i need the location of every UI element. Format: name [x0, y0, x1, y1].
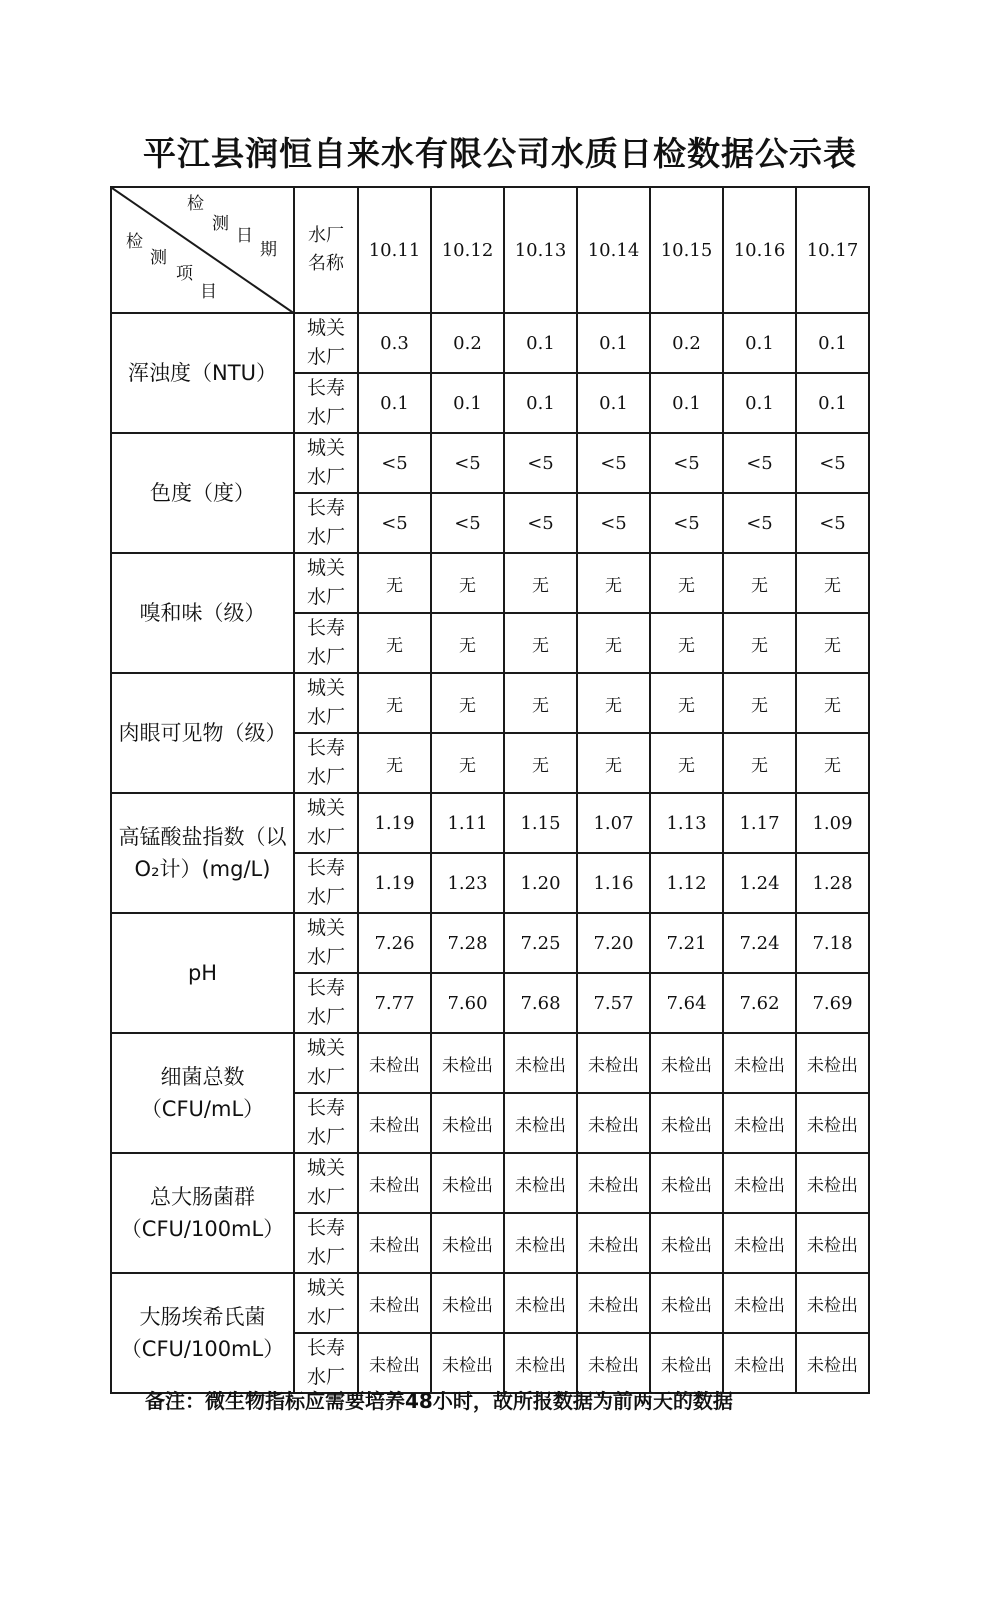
value-cell: 无	[650, 733, 723, 793]
value-cell: 0.1	[723, 313, 796, 373]
plant-name-line: 城关	[306, 437, 345, 459]
plant-name-line: 水厂	[306, 1366, 345, 1388]
corner-item-char: 目	[200, 282, 217, 302]
value-cell: 无	[577, 733, 650, 793]
value-cell: 未检出	[431, 1213, 504, 1273]
value-cell: 无	[504, 553, 577, 613]
value-cell: 未检出	[358, 1213, 431, 1273]
date-header: 10.13	[504, 187, 577, 313]
plant-name-cell	[294, 1213, 358, 1273]
value-cell: <5	[650, 493, 723, 553]
value-cell: 无	[723, 733, 796, 793]
test-item-cell	[111, 433, 294, 553]
value-cell: 未检出	[504, 1333, 577, 1393]
value-cell: 未检出	[431, 1333, 504, 1393]
value-cell: 0.1	[431, 373, 504, 433]
plant-name-line: 城关	[306, 917, 345, 939]
value-cell: 未检出	[504, 1153, 577, 1213]
plant-name-line: 水厂	[306, 1306, 345, 1328]
value-cell: <5	[796, 433, 869, 493]
test-item-name: （CFU/100mL）	[120, 1337, 285, 1361]
plant-name-cell	[294, 613, 358, 673]
value-cell: 未检出	[796, 1273, 869, 1333]
value-cell: <5	[577, 493, 650, 553]
plant-name-line: 长寿	[306, 1097, 345, 1119]
value-cell: 7.18	[796, 913, 869, 973]
plant-name-cell	[294, 1333, 358, 1393]
value-cell: 未检出	[577, 1213, 650, 1273]
value-cell: 未检出	[796, 1333, 869, 1393]
value-cell: 1.12	[650, 853, 723, 913]
plant-name-line: 长寿	[306, 1217, 345, 1239]
value-cell: 0.2	[431, 313, 504, 373]
test-item-name: （CFU/mL）	[140, 1097, 265, 1121]
plant-name-cell	[294, 313, 358, 373]
value-cell: 无	[358, 613, 431, 673]
value-cell: 无	[723, 673, 796, 733]
plant-name-line: 长寿	[306, 1337, 345, 1359]
value-cell: 未检出	[723, 1153, 796, 1213]
value-cell: 无	[358, 673, 431, 733]
value-cell: 1.15	[504, 793, 577, 853]
test-item-name: 浑浊度（NTU）	[128, 361, 277, 385]
value-cell: 未检出	[723, 1033, 796, 1093]
table-row	[111, 1033, 869, 1093]
value-cell: 未检出	[358, 1333, 431, 1393]
value-cell: 1.17	[723, 793, 796, 853]
table-row	[111, 1153, 869, 1213]
plant-name-cell	[294, 553, 358, 613]
test-item-cell	[111, 1273, 294, 1393]
plant-name-cell	[294, 673, 358, 733]
value-cell: 0.1	[504, 313, 577, 373]
value-cell: 7.28	[431, 913, 504, 973]
plant-name-line: 水厂	[306, 826, 345, 848]
value-cell: 0.1	[796, 313, 869, 373]
corner-date-char: 期	[260, 240, 277, 260]
plant-name-line: 水厂	[306, 346, 345, 368]
value-cell: 1.23	[431, 853, 504, 913]
value-cell: 1.19	[358, 793, 431, 853]
value-cell: 无	[504, 673, 577, 733]
plant-name-cell	[294, 733, 358, 793]
value-cell: 1.09	[796, 793, 869, 853]
value-cell: 7.62	[723, 973, 796, 1033]
plant-name-line: 水厂	[306, 706, 345, 728]
value-cell: 未检出	[723, 1213, 796, 1273]
value-cell: 未检出	[796, 1093, 869, 1153]
value-cell: 未检出	[796, 1153, 869, 1213]
plant-header-line: 水厂	[308, 225, 344, 246]
plant-name-cell	[294, 1273, 358, 1333]
value-cell: <5	[650, 433, 723, 493]
value-cell: 未检出	[431, 1093, 504, 1153]
test-item-name: 色度（度）	[150, 481, 255, 505]
value-cell: 7.20	[577, 913, 650, 973]
test-item-name: 细菌总数	[160, 1065, 245, 1089]
test-item-name: 高锰酸盐指数（以	[118, 825, 287, 849]
plant-name-line: 水厂	[306, 586, 345, 608]
value-cell: 7.25	[504, 913, 577, 973]
corner-date-char: 检	[187, 194, 204, 214]
value-cell: 0.1	[650, 373, 723, 433]
plant-name-cell	[294, 433, 358, 493]
value-cell: 未检出	[504, 1093, 577, 1153]
value-cell: <5	[431, 433, 504, 493]
value-cell: 未检出	[796, 1033, 869, 1093]
date-header: 10.14	[577, 187, 650, 313]
table-row	[111, 793, 869, 853]
plant-name-cell	[294, 373, 358, 433]
plant-name-cell	[294, 973, 358, 1033]
plant-name-line: 城关	[306, 1157, 345, 1179]
value-cell: 7.64	[650, 973, 723, 1033]
corner-date-char: 测	[212, 214, 229, 234]
corner-item-char: 检	[126, 232, 143, 252]
plant-name-line: 城关	[306, 797, 345, 819]
plant-name-line: 水厂	[306, 886, 345, 908]
date-header: 10.15	[650, 187, 723, 313]
value-cell: 0.1	[358, 373, 431, 433]
value-cell: 7.57	[577, 973, 650, 1033]
plant-name-cell	[294, 853, 358, 913]
table-row	[111, 1273, 869, 1333]
header-row	[111, 187, 869, 313]
value-cell: 无	[796, 733, 869, 793]
value-cell: 未检出	[796, 1213, 869, 1273]
test-item-cell	[111, 1033, 294, 1153]
date-header: 10.11	[358, 187, 431, 313]
plant-name-line: 城关	[306, 677, 345, 699]
value-cell: 1.11	[431, 793, 504, 853]
plant-name-cell	[294, 793, 358, 853]
value-cell: 0.1	[577, 373, 650, 433]
plant-name-line: 水厂	[306, 1186, 345, 1208]
plant-name-cell	[294, 1093, 358, 1153]
value-cell: 0.1	[796, 373, 869, 433]
value-cell: 1.07	[577, 793, 650, 853]
test-item-name: （CFU/100mL）	[120, 1217, 285, 1241]
value-cell: 未检出	[358, 1273, 431, 1333]
test-item-cell	[111, 313, 294, 433]
test-item-name: 嗅和味（级）	[139, 601, 266, 625]
value-cell: 无	[504, 733, 577, 793]
test-item-cell	[111, 793, 294, 913]
table-row	[111, 673, 869, 733]
value-cell: <5	[723, 493, 796, 553]
value-cell: 无	[431, 733, 504, 793]
value-cell: 未检出	[577, 1093, 650, 1153]
table-row	[111, 913, 869, 973]
plant-name-line: 长寿	[306, 377, 345, 399]
plant-name-cell	[294, 493, 358, 553]
plant-name-cell	[294, 1033, 358, 1093]
plant-name-line: 城关	[306, 1037, 345, 1059]
test-item-cell	[111, 1153, 294, 1273]
plant-name-line: 长寿	[306, 977, 345, 999]
value-cell: 7.77	[358, 973, 431, 1033]
test-item-name: pH	[187, 961, 218, 985]
value-cell: <5	[723, 433, 796, 493]
value-cell: 1.24	[723, 853, 796, 913]
value-cell: 无	[650, 673, 723, 733]
plant-name-line: 水厂	[306, 1126, 345, 1148]
plant-header-line: 名称	[308, 253, 344, 274]
plant-name-line: 水厂	[306, 646, 345, 668]
value-cell: 未检出	[650, 1213, 723, 1273]
value-cell: 7.68	[504, 973, 577, 1033]
value-cell: 0.3	[358, 313, 431, 373]
value-cell: <5	[358, 493, 431, 553]
test-item-name: 大肠埃希氏菌	[139, 1305, 266, 1329]
value-cell: 无	[358, 553, 431, 613]
value-cell: 未检出	[358, 1033, 431, 1093]
value-cell: 未检出	[358, 1153, 431, 1213]
value-cell: 无	[577, 613, 650, 673]
water-quality-table	[110, 186, 870, 1394]
value-cell: 未检出	[650, 1273, 723, 1333]
date-header: 10.16	[723, 187, 796, 313]
plant-name-line: 水厂	[306, 406, 345, 428]
value-cell: 1.13	[650, 793, 723, 853]
value-cell: 无	[358, 733, 431, 793]
value-cell: 未检出	[504, 1033, 577, 1093]
plant-name-line: 水厂	[306, 466, 345, 488]
value-cell: <5	[431, 493, 504, 553]
value-cell: 7.21	[650, 913, 723, 973]
value-cell: 7.60	[431, 973, 504, 1033]
page-title: 平江县润恒自来水有限公司水质日检数据公示表	[143, 134, 857, 173]
plant-name-line: 水厂	[306, 526, 345, 548]
value-cell: 无	[431, 613, 504, 673]
value-cell: 0.1	[577, 313, 650, 373]
plant-name-line: 城关	[306, 557, 345, 579]
corner-header-cell	[111, 187, 294, 313]
value-cell: 7.26	[358, 913, 431, 973]
test-item-cell	[111, 913, 294, 1033]
value-cell: 1.20	[504, 853, 577, 913]
value-cell: 未检出	[723, 1333, 796, 1393]
value-cell: 未检出	[650, 1033, 723, 1093]
plant-name-line: 水厂	[306, 946, 345, 968]
footnote: 备注：微生物指标应需要培养48小时，故所报数据为前两天的数据	[145, 1389, 733, 1413]
table-row	[111, 313, 869, 373]
value-cell: <5	[504, 433, 577, 493]
test-item-name: O₂计）(mg/L)	[134, 857, 271, 881]
test-item-name: 总大肠菌群	[150, 1185, 255, 1209]
table-row	[111, 433, 869, 493]
value-cell: 7.24	[723, 913, 796, 973]
table-row	[111, 553, 869, 613]
plant-name-header	[294, 187, 358, 313]
value-cell: 未检出	[723, 1093, 796, 1153]
value-cell: 无	[723, 553, 796, 613]
value-cell: 未检出	[431, 1273, 504, 1333]
value-cell: 无	[796, 673, 869, 733]
value-cell: 无	[650, 613, 723, 673]
plant-name-line: 水厂	[306, 1066, 345, 1088]
corner-item-char: 项	[176, 264, 193, 284]
value-cell: 未检出	[431, 1033, 504, 1093]
value-cell: 无	[650, 553, 723, 613]
value-cell: 无	[577, 553, 650, 613]
plant-name-line: 长寿	[306, 617, 345, 639]
value-cell: 0.1	[504, 373, 577, 433]
value-cell: 未检出	[577, 1033, 650, 1093]
plant-name-line: 长寿	[306, 857, 345, 879]
plant-name-line: 水厂	[306, 1246, 345, 1268]
plant-name-cell	[294, 1153, 358, 1213]
corner-date-char: 日	[236, 226, 253, 246]
plant-name-line: 长寿	[306, 497, 345, 519]
value-cell: 未检出	[650, 1333, 723, 1393]
value-cell: <5	[577, 433, 650, 493]
value-cell: 无	[796, 553, 869, 613]
value-cell: 无	[431, 553, 504, 613]
date-header: 10.12	[431, 187, 504, 313]
value-cell: 未检出	[577, 1273, 650, 1333]
value-cell: 无	[577, 673, 650, 733]
plant-name-line: 水厂	[306, 1006, 345, 1028]
plant-name-line: 长寿	[306, 737, 345, 759]
test-item-name: 肉眼可见物（级）	[118, 721, 287, 745]
test-item-cell	[111, 553, 294, 673]
value-cell: 无	[796, 613, 869, 673]
value-cell: <5	[358, 433, 431, 493]
value-cell: 1.19	[358, 853, 431, 913]
plant-name-cell	[294, 913, 358, 973]
corner-item-char: 测	[150, 248, 167, 268]
value-cell: 1.16	[577, 853, 650, 913]
value-cell: 未检出	[577, 1333, 650, 1393]
value-cell: 未检出	[723, 1273, 796, 1333]
plant-name-line: 城关	[306, 317, 345, 339]
value-cell: 未检出	[431, 1153, 504, 1213]
value-cell: 0.2	[650, 313, 723, 373]
value-cell: 7.69	[796, 973, 869, 1033]
value-cell: <5	[504, 493, 577, 553]
value-cell: 未检出	[504, 1273, 577, 1333]
value-cell: 未检出	[358, 1093, 431, 1153]
value-cell: 未检出	[577, 1153, 650, 1213]
value-cell: 1.28	[796, 853, 869, 913]
value-cell: 0.1	[723, 373, 796, 433]
value-cell: 无	[431, 673, 504, 733]
value-cell: 未检出	[650, 1153, 723, 1213]
plant-name-line: 城关	[306, 1277, 345, 1299]
value-cell: 无	[723, 613, 796, 673]
date-header: 10.17	[796, 187, 869, 313]
test-item-cell	[111, 673, 294, 793]
value-cell: 未检出	[504, 1213, 577, 1273]
value-cell: 无	[504, 613, 577, 673]
value-cell: <5	[796, 493, 869, 553]
plant-name-line: 水厂	[306, 766, 345, 788]
value-cell: 未检出	[650, 1093, 723, 1153]
